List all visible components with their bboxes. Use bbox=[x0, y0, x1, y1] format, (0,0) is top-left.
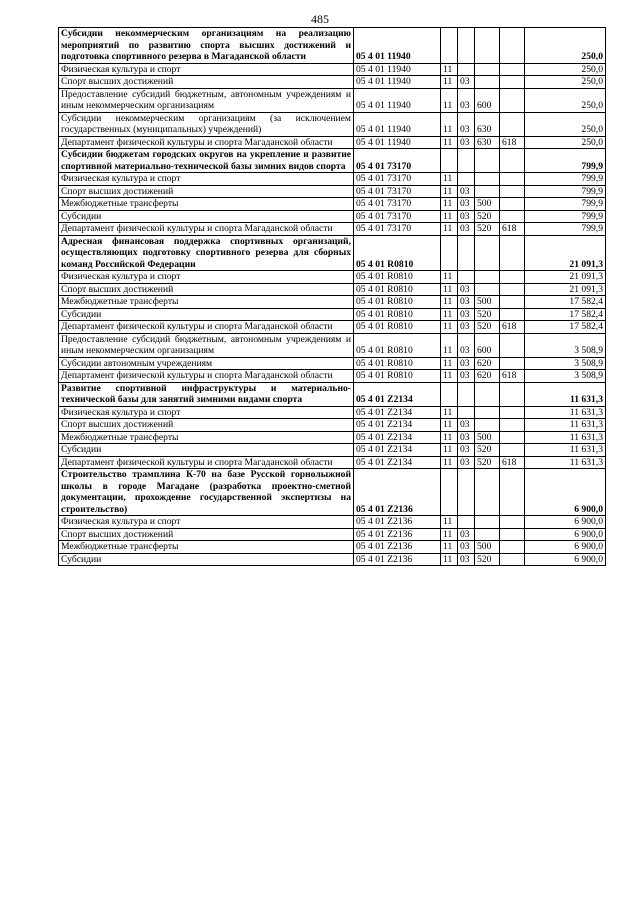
administrator-code-cell: 618 bbox=[500, 370, 525, 383]
expense-type-code-cell bbox=[475, 419, 500, 432]
section-code-cell bbox=[441, 469, 458, 516]
subsection-code-cell: 03 bbox=[458, 419, 475, 432]
table-row-program bbox=[59, 235, 606, 271]
table-row bbox=[59, 553, 606, 566]
expense-type-code-cell bbox=[475, 173, 500, 186]
administrator-code-cell bbox=[500, 357, 525, 370]
page-number: 485 bbox=[311, 12, 329, 26]
table-row bbox=[59, 173, 606, 186]
subsection-code-cell bbox=[458, 469, 475, 516]
amount-cell: 21 091,3 bbox=[525, 271, 606, 284]
amount-cell: 21 091,3 bbox=[525, 235, 606, 271]
row-name-cell: Субсидии bbox=[59, 444, 354, 457]
table-row bbox=[59, 456, 606, 469]
row-name-cell: Межбюджетные трансферты bbox=[59, 296, 354, 309]
administrator-code-cell bbox=[500, 444, 525, 457]
administrator-code-cell bbox=[500, 553, 525, 566]
expense-type-code-cell bbox=[475, 63, 500, 76]
section-code-cell: 11 bbox=[441, 553, 458, 566]
section-code-cell: 11 bbox=[441, 456, 458, 469]
subsection-code-cell: 03 bbox=[458, 223, 475, 236]
budget-table bbox=[58, 27, 606, 566]
administrator-code-cell: 618 bbox=[500, 321, 525, 334]
expense-type-code-cell bbox=[475, 528, 500, 541]
target-code-cell: 05 4 01 Z2136 bbox=[354, 553, 441, 566]
expense-type-code-cell bbox=[475, 185, 500, 198]
row-name-cell: Субсидии автономным учреждениям bbox=[59, 357, 354, 370]
expense-type-code-cell bbox=[475, 235, 500, 271]
target-code-cell: 05 4 01 R0810 bbox=[354, 235, 441, 271]
row-name-cell: Департамент физической культуры и спорта Магаданской области bbox=[59, 370, 354, 383]
subsection-code-cell: 03 bbox=[458, 456, 475, 469]
section-code-cell: 11 bbox=[441, 516, 458, 529]
section-code-cell: 11 bbox=[441, 444, 458, 457]
administrator-code-cell: 618 bbox=[500, 456, 525, 469]
amount-cell: 250,0 bbox=[525, 76, 606, 89]
subsection-code-cell: 03 bbox=[458, 88, 475, 112]
administrator-code-cell bbox=[500, 296, 525, 309]
expense-type-code-cell: 520 bbox=[475, 223, 500, 236]
row-name-cell: Физическая культура и спорт bbox=[59, 406, 354, 419]
administrator-code-cell: 618 bbox=[500, 223, 525, 236]
amount-cell: 250,0 bbox=[525, 28, 606, 64]
row-name-cell: Субсидии некоммерческим организациям на реализацию мероприятий по развитию спорта высших достижений и подготовка спортивного резерва в Магаданской области bbox=[59, 28, 354, 64]
section-code-cell: 11 bbox=[441, 419, 458, 432]
row-name-cell: Департамент физической культуры и спорта Магаданской области bbox=[59, 456, 354, 469]
expense-type-code-cell: 520 bbox=[475, 553, 500, 566]
row-name-cell: Межбюджетные трансферты bbox=[59, 431, 354, 444]
administrator-code-cell bbox=[500, 198, 525, 211]
target-code-cell: 05 4 01 73170 bbox=[354, 223, 441, 236]
amount-cell: 3 508,9 bbox=[525, 357, 606, 370]
table-row bbox=[59, 283, 606, 296]
target-code-cell: 05 4 01 73170 bbox=[354, 198, 441, 211]
target-code-cell: 05 4 01 11940 bbox=[354, 76, 441, 89]
section-code-cell: 11 bbox=[441, 431, 458, 444]
section-code-cell: 11 bbox=[441, 76, 458, 89]
table-row bbox=[59, 541, 606, 554]
table-row-program bbox=[59, 149, 606, 173]
section-code-cell bbox=[441, 382, 458, 406]
table-row bbox=[59, 444, 606, 457]
target-code-cell: 05 4 01 R0810 bbox=[354, 357, 441, 370]
target-code-cell: 05 4 01 11940 bbox=[354, 112, 441, 136]
table-row bbox=[59, 185, 606, 198]
target-code-cell: 05 4 01 Z2136 bbox=[354, 541, 441, 554]
table-row-program bbox=[59, 469, 606, 516]
administrator-code-cell bbox=[500, 210, 525, 223]
amount-cell: 6 900,0 bbox=[525, 541, 606, 554]
section-code-cell: 11 bbox=[441, 308, 458, 321]
subsection-code-cell bbox=[458, 28, 475, 64]
subsection-code-cell: 03 bbox=[458, 185, 475, 198]
amount-cell: 11 631,3 bbox=[525, 382, 606, 406]
target-code-cell: 05 4 01 11940 bbox=[354, 63, 441, 76]
administrator-code-cell bbox=[500, 382, 525, 406]
target-code-cell: 05 4 01 11940 bbox=[354, 136, 441, 149]
table-row-program bbox=[59, 28, 606, 64]
row-name-cell: Субсидии некоммерческим организациям (за исключением государственных (муниципальных) учреждений) bbox=[59, 112, 354, 136]
target-code-cell: 05 4 01 Z2134 bbox=[354, 419, 441, 432]
administrator-code-cell bbox=[500, 469, 525, 516]
administrator-code-cell bbox=[500, 283, 525, 296]
subsection-code-cell: 03 bbox=[458, 136, 475, 149]
administrator-code-cell: 618 bbox=[500, 136, 525, 149]
row-name-cell: Спорт высших достижений bbox=[59, 419, 354, 432]
target-code-cell: 05 4 01 73170 bbox=[354, 173, 441, 186]
expense-type-code-cell bbox=[475, 283, 500, 296]
table-row bbox=[59, 357, 606, 370]
expense-type-code-cell bbox=[475, 28, 500, 64]
row-name-cell: Строительство трамплина К-70 на базе Русской горнолыжной школы в городе Магадане (разработка проектно-сметной документации, прохождение государственной экспертизы на строительство) bbox=[59, 469, 354, 516]
subsection-code-cell: 03 bbox=[458, 76, 475, 89]
target-code-cell: 05 4 01 Z2134 bbox=[354, 431, 441, 444]
expense-type-code-cell: 520 bbox=[475, 321, 500, 334]
administrator-code-cell bbox=[500, 528, 525, 541]
amount-cell: 11 631,3 bbox=[525, 406, 606, 419]
amount-cell: 6 900,0 bbox=[525, 516, 606, 529]
row-name-cell: Развитие спортивной инфраструктуры и материально-технической базы для занятий зимними видами спорта bbox=[59, 382, 354, 406]
table-row bbox=[59, 210, 606, 223]
expense-type-code-cell bbox=[475, 469, 500, 516]
target-code-cell: 05 4 01 Z2136 bbox=[354, 528, 441, 541]
administrator-code-cell bbox=[500, 28, 525, 64]
subsection-code-cell: 03 bbox=[458, 112, 475, 136]
administrator-code-cell bbox=[500, 271, 525, 284]
table-row bbox=[59, 296, 606, 309]
expense-type-code-cell: 520 bbox=[475, 308, 500, 321]
subsection-code-cell bbox=[458, 149, 475, 173]
section-code-cell: 11 bbox=[441, 198, 458, 211]
administrator-code-cell bbox=[500, 235, 525, 271]
administrator-code-cell bbox=[500, 112, 525, 136]
administrator-code-cell bbox=[500, 333, 525, 357]
section-code-cell: 11 bbox=[441, 88, 458, 112]
row-name-cell: Спорт высших достижений bbox=[59, 528, 354, 541]
target-code-cell: 05 4 01 11940 bbox=[354, 88, 441, 112]
table-row bbox=[59, 516, 606, 529]
expense-type-code-cell: 630 bbox=[475, 112, 500, 136]
section-code-cell: 11 bbox=[441, 173, 458, 186]
expense-type-code-cell: 520 bbox=[475, 456, 500, 469]
subsection-code-cell bbox=[458, 173, 475, 186]
amount-cell: 799,9 bbox=[525, 173, 606, 186]
subsection-code-cell: 03 bbox=[458, 308, 475, 321]
row-name-cell: Субсидии bbox=[59, 553, 354, 566]
subsection-code-cell bbox=[458, 271, 475, 284]
amount-cell: 17 582,4 bbox=[525, 321, 606, 334]
target-code-cell: 05 4 01 Z2136 bbox=[354, 469, 441, 516]
expense-type-code-cell: 600 bbox=[475, 88, 500, 112]
administrator-code-cell bbox=[500, 541, 525, 554]
amount-cell: 17 582,4 bbox=[525, 308, 606, 321]
row-name-cell: Предоставление субсидий бюджетным, автономным учреждениям и иным некоммерческим организациям bbox=[59, 333, 354, 357]
table-row bbox=[59, 63, 606, 76]
amount-cell: 3 508,9 bbox=[525, 370, 606, 383]
subsection-code-cell: 03 bbox=[458, 444, 475, 457]
table-row bbox=[59, 321, 606, 334]
expense-type-code-cell bbox=[475, 406, 500, 419]
subsection-code-cell: 03 bbox=[458, 528, 475, 541]
subsection-code-cell: 03 bbox=[458, 333, 475, 357]
row-name-cell: Физическая культура и спорт bbox=[59, 271, 354, 284]
row-name-cell: Субсидии bbox=[59, 308, 354, 321]
row-name-cell: Спорт высших достижений bbox=[59, 185, 354, 198]
administrator-code-cell bbox=[500, 185, 525, 198]
section-code-cell: 11 bbox=[441, 63, 458, 76]
table-row bbox=[59, 431, 606, 444]
row-name-cell: Физическая культура и спорт bbox=[59, 173, 354, 186]
section-code-cell: 11 bbox=[441, 541, 458, 554]
row-name-cell: Спорт высших достижений bbox=[59, 76, 354, 89]
amount-cell: 6 900,0 bbox=[525, 553, 606, 566]
section-code-cell: 11 bbox=[441, 370, 458, 383]
row-name-cell: Департамент физической культуры и спорта Магаданской области bbox=[59, 223, 354, 236]
row-name-cell: Департамент физической культуры и спорта Магаданской области bbox=[59, 136, 354, 149]
amount-cell: 250,0 bbox=[525, 136, 606, 149]
target-code-cell: 05 4 01 Z2134 bbox=[354, 406, 441, 419]
subsection-code-cell: 03 bbox=[458, 210, 475, 223]
target-code-cell: 05 4 01 11940 bbox=[354, 28, 441, 64]
table-row bbox=[59, 88, 606, 112]
amount-cell: 799,9 bbox=[525, 210, 606, 223]
subsection-code-cell: 03 bbox=[458, 198, 475, 211]
section-code-cell bbox=[441, 28, 458, 64]
subsection-code-cell bbox=[458, 406, 475, 419]
target-code-cell: 05 4 01 R0810 bbox=[354, 333, 441, 357]
table-row bbox=[59, 406, 606, 419]
section-code-cell: 11 bbox=[441, 136, 458, 149]
expense-type-code-cell: 500 bbox=[475, 296, 500, 309]
amount-cell: 799,9 bbox=[525, 149, 606, 173]
subsection-code-cell: 03 bbox=[458, 357, 475, 370]
expense-type-code-cell: 600 bbox=[475, 333, 500, 357]
administrator-code-cell bbox=[500, 419, 525, 432]
expense-type-code-cell bbox=[475, 76, 500, 89]
expense-type-code-cell bbox=[475, 271, 500, 284]
expense-type-code-cell: 500 bbox=[475, 541, 500, 554]
amount-cell: 799,9 bbox=[525, 223, 606, 236]
administrator-code-cell bbox=[500, 308, 525, 321]
table-row bbox=[59, 76, 606, 89]
section-code-cell: 11 bbox=[441, 185, 458, 198]
section-code-cell: 11 bbox=[441, 283, 458, 296]
amount-cell: 11 631,3 bbox=[525, 444, 606, 457]
target-code-cell: 05 4 01 Z2136 bbox=[354, 516, 441, 529]
target-code-cell: 05 4 01 R0810 bbox=[354, 271, 441, 284]
target-code-cell: 05 4 01 Z2134 bbox=[354, 456, 441, 469]
amount-cell: 799,9 bbox=[525, 198, 606, 211]
section-code-cell: 11 bbox=[441, 528, 458, 541]
target-code-cell: 05 4 01 R0810 bbox=[354, 370, 441, 383]
row-name-cell: Физическая культура и спорт bbox=[59, 63, 354, 76]
administrator-code-cell bbox=[500, 63, 525, 76]
section-code-cell: 11 bbox=[441, 333, 458, 357]
subsection-code-cell bbox=[458, 516, 475, 529]
administrator-code-cell bbox=[500, 431, 525, 444]
table-row bbox=[59, 419, 606, 432]
section-code-cell: 11 bbox=[441, 223, 458, 236]
target-code-cell: 05 4 01 R0810 bbox=[354, 321, 441, 334]
table-row bbox=[59, 528, 606, 541]
expense-type-code-cell bbox=[475, 149, 500, 173]
expense-type-code-cell: 620 bbox=[475, 357, 500, 370]
subsection-code-cell bbox=[458, 382, 475, 406]
section-code-cell: 11 bbox=[441, 321, 458, 334]
administrator-code-cell bbox=[500, 149, 525, 173]
subsection-code-cell: 03 bbox=[458, 296, 475, 309]
expense-type-code-cell bbox=[475, 516, 500, 529]
expense-type-code-cell: 630 bbox=[475, 136, 500, 149]
subsection-code-cell: 03 bbox=[458, 553, 475, 566]
subsection-code-cell: 03 bbox=[458, 370, 475, 383]
target-code-cell: 05 4 01 R0810 bbox=[354, 283, 441, 296]
administrator-code-cell bbox=[500, 406, 525, 419]
subsection-code-cell bbox=[458, 63, 475, 76]
target-code-cell: 05 4 01 73170 bbox=[354, 149, 441, 173]
amount-cell: 250,0 bbox=[525, 63, 606, 76]
section-code-cell: 11 bbox=[441, 357, 458, 370]
amount-cell: 799,9 bbox=[525, 185, 606, 198]
table-row bbox=[59, 308, 606, 321]
administrator-code-cell bbox=[500, 76, 525, 89]
row-name-cell: Субсидии bbox=[59, 210, 354, 223]
amount-cell: 6 900,0 bbox=[525, 528, 606, 541]
section-code-cell bbox=[441, 235, 458, 271]
row-name-cell: Межбюджетные трансферты bbox=[59, 198, 354, 211]
amount-cell: 6 900,0 bbox=[525, 469, 606, 516]
row-name-cell: Адресная финансовая поддержка спортивных организаций, осуществляющих подготовку спортивного резерва для сборных команд Российской Федерации bbox=[59, 235, 354, 271]
table-row bbox=[59, 112, 606, 136]
table-row-program bbox=[59, 382, 606, 406]
table-row bbox=[59, 198, 606, 211]
expense-type-code-cell bbox=[475, 382, 500, 406]
table-row bbox=[59, 271, 606, 284]
table-row bbox=[59, 333, 606, 357]
row-name-cell: Субсидии бюджетам городских округов на укрепление и развитие спортивной материально-технической базы зимних видов спорта bbox=[59, 149, 354, 173]
section-code-cell: 11 bbox=[441, 296, 458, 309]
amount-cell: 3 508,9 bbox=[525, 333, 606, 357]
row-name-cell: Межбюджетные трансферты bbox=[59, 541, 354, 554]
target-code-cell: 05 4 01 R0810 bbox=[354, 296, 441, 309]
amount-cell: 17 582,4 bbox=[525, 296, 606, 309]
section-code-cell: 11 bbox=[441, 271, 458, 284]
row-name-cell: Физическая культура и спорт bbox=[59, 516, 354, 529]
amount-cell: 21 091,3 bbox=[525, 283, 606, 296]
section-code-cell: 11 bbox=[441, 112, 458, 136]
table-row bbox=[59, 223, 606, 236]
target-code-cell: 05 4 01 Z2134 bbox=[354, 382, 441, 406]
target-code-cell: 05 4 01 73170 bbox=[354, 210, 441, 223]
expense-type-code-cell: 500 bbox=[475, 431, 500, 444]
target-code-cell: 05 4 01 R0810 bbox=[354, 308, 441, 321]
subsection-code-cell: 03 bbox=[458, 283, 475, 296]
subsection-code-cell bbox=[458, 235, 475, 271]
amount-cell: 11 631,3 bbox=[525, 456, 606, 469]
subsection-code-cell: 03 bbox=[458, 431, 475, 444]
expense-type-code-cell: 620 bbox=[475, 370, 500, 383]
amount-cell: 11 631,3 bbox=[525, 419, 606, 432]
table-row bbox=[59, 370, 606, 383]
administrator-code-cell bbox=[500, 173, 525, 186]
row-name-cell: Департамент физической культуры и спорта Магаданской области bbox=[59, 321, 354, 334]
expense-type-code-cell: 500 bbox=[475, 198, 500, 211]
section-code-cell bbox=[441, 149, 458, 173]
amount-cell: 250,0 bbox=[525, 112, 606, 136]
expense-type-code-cell: 520 bbox=[475, 444, 500, 457]
subsection-code-cell: 03 bbox=[458, 321, 475, 334]
table-row bbox=[59, 136, 606, 149]
target-code-cell: 05 4 01 Z2134 bbox=[354, 444, 441, 457]
amount-cell: 250,0 bbox=[525, 88, 606, 112]
subsection-code-cell: 03 bbox=[458, 541, 475, 554]
row-name-cell: Предоставление субсидий бюджетным, автономным учреждениям и иным некоммерческим организациям bbox=[59, 88, 354, 112]
expense-type-code-cell: 520 bbox=[475, 210, 500, 223]
target-code-cell: 05 4 01 73170 bbox=[354, 185, 441, 198]
amount-cell: 11 631,3 bbox=[525, 431, 606, 444]
section-code-cell: 11 bbox=[441, 406, 458, 419]
row-name-cell: Спорт высших достижений bbox=[59, 283, 354, 296]
administrator-code-cell bbox=[500, 88, 525, 112]
administrator-code-cell bbox=[500, 516, 525, 529]
section-code-cell: 11 bbox=[441, 210, 458, 223]
